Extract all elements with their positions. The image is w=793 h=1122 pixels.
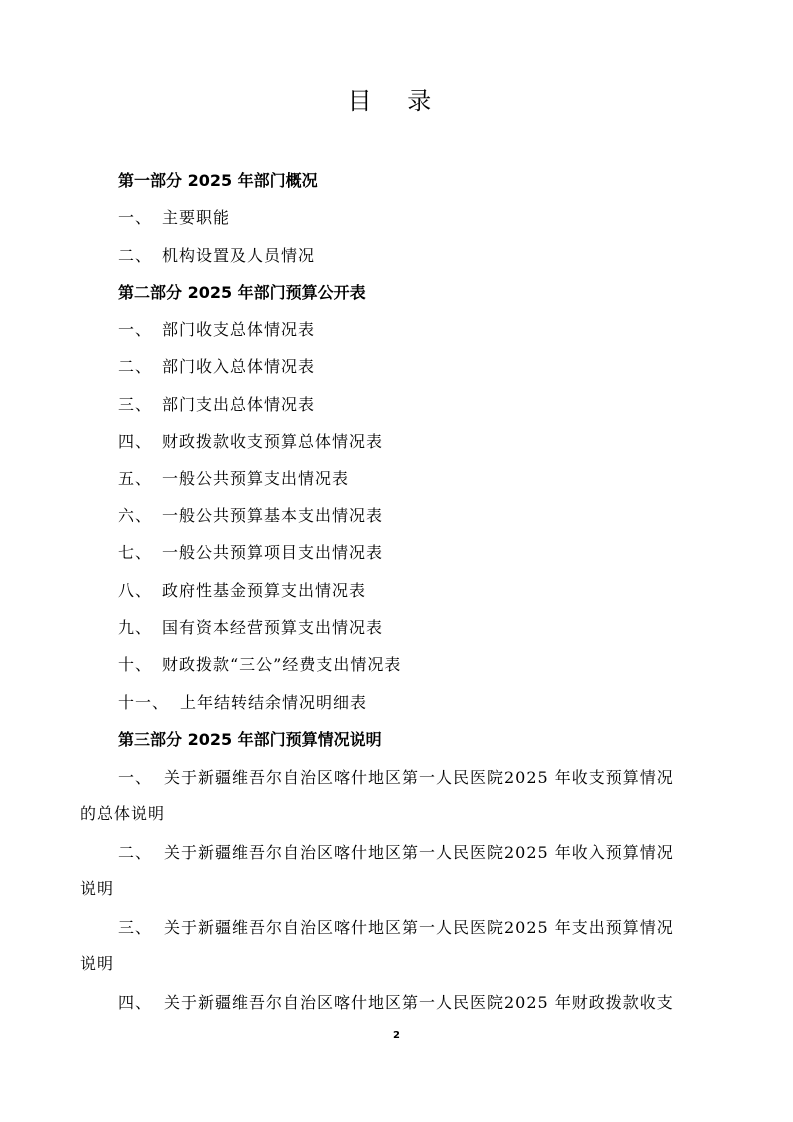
toc-item-number: 四、 bbox=[118, 993, 153, 1012]
toc-paragraph-continuation: 说明 bbox=[80, 879, 115, 898]
toc-item-text: 政府性基金预算支出情况表 bbox=[162, 581, 367, 600]
toc-item-number: 三、 bbox=[118, 395, 153, 414]
toc-item-text: 财政拨款收支预算总体情况表 bbox=[162, 432, 384, 451]
toc-item-number: 十、 bbox=[118, 655, 153, 674]
toc-item-text: 机构设置及人员情况 bbox=[162, 246, 316, 265]
toc-item-number: 一、 bbox=[118, 320, 153, 339]
toc-item-text: 部门收支总体情况表 bbox=[162, 320, 316, 339]
toc-item-text: 部门收入总体情况表 bbox=[162, 357, 316, 376]
toc-item-text: 上年结转结余情况明细表 bbox=[180, 693, 368, 712]
part2-heading: 第二部分 2025 年部门预算公开表 bbox=[118, 283, 366, 302]
page-number: 2 bbox=[393, 1030, 400, 1041]
toc-item-text: 关于新疆维吾尔自治区喀什地区第一人民医院2025 年支出预算情况 bbox=[164, 918, 674, 937]
toc-item-number: 六、 bbox=[118, 506, 153, 525]
toc-item bbox=[118, 319, 315, 341]
toc-item-text: 一般公共预算支出情况表 bbox=[162, 469, 350, 488]
toc-item-text: 财政拨款“三公”经费支出情况表 bbox=[162, 655, 402, 674]
toc-item-number: 三、 bbox=[118, 918, 153, 937]
toc-item-number: 五、 bbox=[118, 469, 153, 488]
toc-item bbox=[118, 394, 315, 416]
part1-heading: 第一部分 2025 年部门概况 bbox=[118, 171, 318, 190]
toc-paragraph-line bbox=[80, 992, 720, 1014]
toc-item-text: 关于新疆维吾尔自治区喀什地区第一人民医院2025 年财政拨款收支 bbox=[164, 993, 674, 1012]
toc-item-text: 国有资本经营预算支出情况表 bbox=[162, 618, 384, 637]
toc-paragraph-line bbox=[80, 767, 720, 789]
toc-item bbox=[118, 505, 383, 527]
toc-item bbox=[118, 617, 383, 639]
toc-item-text: 一般公共预算基本支出情况表 bbox=[162, 506, 384, 525]
toc-item-text: 主要职能 bbox=[162, 208, 231, 227]
toc-item bbox=[118, 207, 230, 229]
toc-item bbox=[118, 654, 401, 676]
toc-item-text: 关于新疆维吾尔自治区喀什地区第一人民医院2025 年收支预算情况 bbox=[164, 768, 674, 787]
toc-item-number: 七、 bbox=[118, 543, 153, 562]
toc-item-number: 四、 bbox=[118, 432, 153, 451]
toc-item bbox=[118, 468, 349, 490]
toc-item bbox=[118, 692, 367, 714]
toc-item bbox=[118, 245, 315, 267]
toc-item-text: 部门支出总体情况表 bbox=[162, 395, 316, 414]
page-title: 目 录 bbox=[347, 87, 446, 115]
toc-item-text: 关于新疆维吾尔自治区喀什地区第一人民医院2025 年收入预算情况 bbox=[164, 843, 674, 862]
toc-item-number: 一、 bbox=[118, 768, 153, 787]
toc-item-text: 一般公共预算项目支出情况表 bbox=[162, 543, 384, 562]
toc-item-number: 十一、 bbox=[118, 693, 170, 712]
toc-item bbox=[118, 431, 383, 453]
part3-heading: 第三部分 2025 年部门预算情况说明 bbox=[118, 730, 382, 749]
toc-paragraph-line bbox=[80, 917, 720, 939]
toc-item bbox=[118, 356, 315, 378]
toc-item-number: 二、 bbox=[118, 357, 153, 376]
toc-item-number: 一、 bbox=[118, 208, 153, 227]
toc-paragraph-continuation: 说明 bbox=[80, 954, 115, 973]
toc-item bbox=[118, 542, 383, 564]
toc-item bbox=[118, 580, 366, 602]
toc-item-number: 九、 bbox=[118, 618, 153, 637]
toc-item-number: 二、 bbox=[118, 843, 153, 862]
toc-item-number: 八、 bbox=[118, 581, 153, 600]
toc-paragraph-line bbox=[80, 842, 720, 864]
toc-paragraph-continuation: 的总体说明 bbox=[80, 804, 166, 823]
toc-item-number: 二、 bbox=[118, 246, 153, 265]
